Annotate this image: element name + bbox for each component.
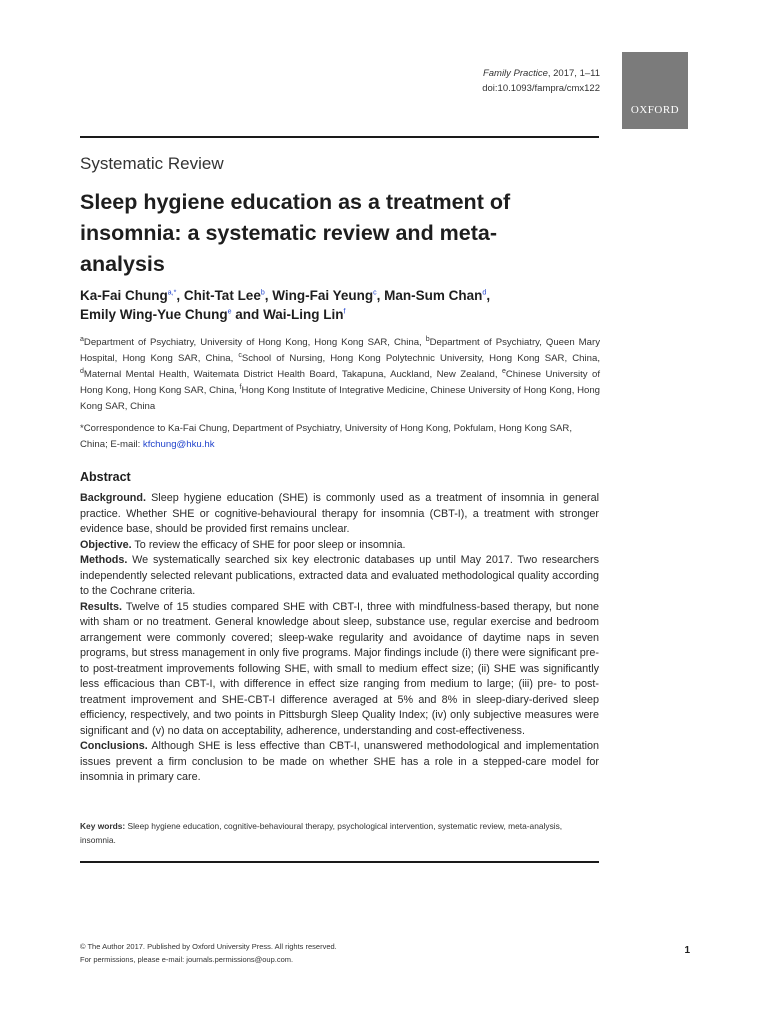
affiliation-mark: e (501, 367, 506, 375)
correspondence-text: *Correspondence to Ka-Fai Chung, Department of Psychiatry, University of Hong Kong, Pokfulam, Hong Kong SAR, China; E-mail: (80, 423, 573, 450)
author-list (80, 286, 600, 324)
abstract-methods (80, 553, 599, 600)
author-separator: , (486, 288, 491, 303)
affiliation-text: Hong Kong Institute of Integrative Medicine, Chinese University of Hong Kong, Hong Kong SAR, China (80, 385, 601, 412)
article-title: Sleep hygiene education as a treatment of insomnia: a systematic review and meta-analysis (80, 190, 511, 276)
footer-rule (80, 861, 599, 863)
affiliation-text: School of Nursing, Hong Kong Polytechnic University, Hong Kong SAR, China, (241, 353, 600, 364)
abstract-methods-label: Methods. (80, 554, 128, 566)
abstract-conclusions (80, 739, 599, 786)
oxford-logo-text: OXFORD (630, 104, 680, 116)
author-name: Ka-Fai Chung (80, 288, 168, 303)
abstract-results (80, 600, 599, 740)
abstract-results-label: Results. (80, 600, 123, 613)
affiliation-mark: b (425, 335, 430, 343)
copyright-text: © The Author 2017. Published by Oxford University Press. All rights reserved. (80, 942, 337, 951)
author-affiliation-mark[interactable]: e (227, 308, 232, 316)
abstract-body (80, 491, 599, 786)
affiliation-text: Department of Psychiatry, Queen Mary Hospital, Hong Kong SAR, China, (80, 337, 600, 364)
author-affiliation-mark[interactable]: b (260, 289, 265, 297)
page-number: 1 (684, 945, 690, 956)
abstract-conclusions-label: Conclusions. (80, 740, 148, 752)
abstract-heading: Abstract (80, 470, 131, 484)
author-affiliation-mark[interactable]: f (343, 308, 346, 316)
permissions-text: For permissions, please e-mail: journals.permissions@oup.com. (80, 955, 294, 964)
affiliations (80, 335, 600, 415)
abstract-background (80, 491, 599, 538)
affiliation-mark: a (80, 335, 84, 343)
abstract-results-text: Twelve of 15 studies compared SHE with CBT-I, three with mindfulness-based therapy, but none with sham or no treatment. General knowledge about sleep, substance use, regular exercise and bedroom arrangement were commonly covered; sleep-wake regularity and avoidance of daytime naps in seven programs, but stress management in only five programs. Major findings include (i) there were significant pre- to post-treatment improvements following SHE, with small to medium effect size; (ii) SHE was significantly less efficacious than CBT-I, with difference in effect size ranging from medium to large; (iii) pre- to post-treatment improvement and SHE-CBT-I difference averaged at 5% and 8% in sleep-diary-derived sleep efficiency, respectively, and two points in Pittsburgh Sleep Quality Index; (iv) only subjective measures were significant and (v) no data on acceptability, adherence, understanding and cost-effectiveness. (80, 600, 599, 737)
correspondence-email-link[interactable]: kfchung@hku.hk (142, 439, 215, 450)
affiliation-text: Department of Psychiatry, University of Hong Kong, Hong Kong SAR, China, (83, 337, 426, 348)
author-separator: , (176, 288, 184, 303)
author-name: Wing-Fai Yeung (272, 288, 374, 303)
abstract-background-text: Sleep hygiene education (SHE) is commonly used as a treatment of insomnia in general practice. Whether SHE or cognitive-behavioural therapy for insomnia (CBT-I), a treatment with stronger evidence base, should be provided first remains unclear. (80, 492, 599, 535)
journal-name: Family Practice (482, 68, 548, 79)
journal-year-pages: , 2017, 1–11 (547, 68, 600, 79)
author-name: Emily Wing-Yue Chung (80, 307, 228, 322)
author-affiliation-mark[interactable]: c (373, 289, 377, 297)
keywords-label: Key words: (80, 821, 126, 831)
author-separator: , (264, 288, 273, 303)
journal-citation (420, 66, 600, 81)
footer (80, 940, 480, 966)
abstract-background-label: Background. (80, 492, 146, 504)
keywords (80, 819, 600, 847)
keywords-text: Sleep hygiene education, cognitive-behavioural therapy, psychological intervention, systematic review, meta-analysis, insomnia. (80, 821, 563, 845)
author-name: Wai-Ling Lin (263, 307, 344, 322)
author-affiliation-mark[interactable]: d (482, 289, 487, 297)
affiliation-text: Maternal Mental Health, Waitemata District Health Board, Takapuna, Auckland, New Zealand, (83, 369, 502, 380)
section-type: Systematic Review (80, 154, 224, 173)
abstract-conclusions-text: Although SHE is less effective than CBT-I, unanswered methodological and implementation issues prevent a firm conclusion to be made on whether SHE has a role in a stepped-care model for insomnia in primary care. (80, 740, 599, 783)
affiliation-mark: f (239, 383, 242, 391)
doi-text: doi:10.1093/fampra/cmx122 (482, 83, 600, 94)
oxford-logo (622, 52, 688, 129)
correspondence (80, 421, 600, 453)
header-rule (80, 136, 599, 138)
author-separator: , (376, 288, 385, 303)
journal-reference (420, 66, 600, 96)
abstract-methods-text: We systematically searched six key electronic databases up until May 2017. Two researchers independently selected relevant publications, extracted data and evaluated methodological quality according to the Cochrane criteria. (80, 554, 599, 597)
author-name: Chit-Tat Lee (183, 288, 261, 303)
abstract-objective (80, 538, 599, 554)
author-name: Man-Sum Chan (384, 288, 483, 303)
affiliation-text: Chinese University of Hong Kong, Hong Kong SAR, China, (80, 369, 600, 396)
affiliation-mark: c (238, 351, 242, 359)
author-affiliation-mark[interactable]: a,* (167, 289, 177, 297)
affiliation-mark: d (80, 367, 84, 375)
abstract-objective-label: Objective. (80, 538, 132, 551)
abstract-objective-text: To review the efficacy of SHE for poor sleep or insomnia. (131, 538, 406, 551)
author-separator: and (231, 307, 264, 322)
